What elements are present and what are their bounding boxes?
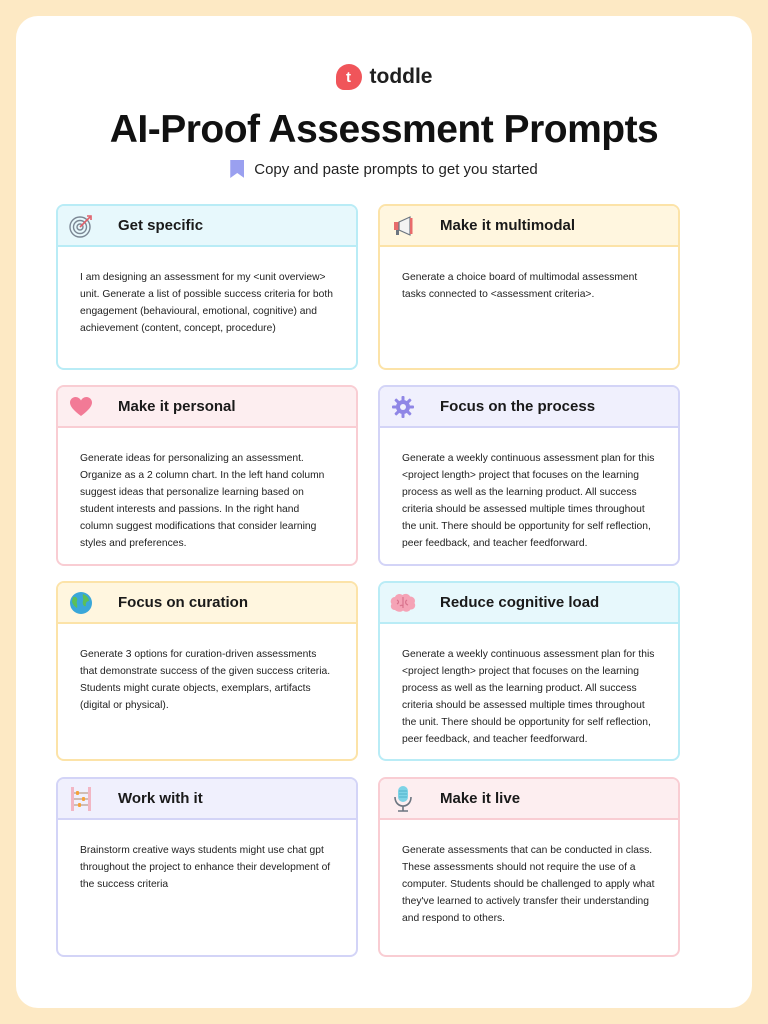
abacus-icon <box>58 779 104 818</box>
brand <box>16 64 752 90</box>
card-prompt-text: Brainstorm creative ways students might use chat gpt throughout the project to enhance their development of the success criteria <box>80 845 331 890</box>
toddle-logo-icon: t <box>336 64 362 90</box>
card-title: Get specific <box>118 217 204 234</box>
globe-icon <box>58 583 104 622</box>
card-header <box>58 387 356 428</box>
prompt-card-reduce-cognitive-load <box>378 581 680 761</box>
card-title: Make it live <box>440 790 521 807</box>
card-header <box>380 206 678 247</box>
subtitle-text: Copy and paste prompts to get you started <box>254 160 538 178</box>
card-prompt-text: Generate a choice board of multimodal assessment tasks connected to <assessment criteria>. <box>402 272 638 300</box>
prompt-card-get-specific <box>56 204 358 370</box>
page-title: AI-Proof Assessment Prompts <box>109 108 659 151</box>
card-title: Work with it <box>118 790 203 807</box>
card-title: Focus on curation <box>118 594 249 611</box>
card-prompt-text: Generate assessments that can be conducted in class. These assessments should not require the use of a computer. Students should be challenged to apply what they've learned to actively transfer their understanding and respond to others. <box>402 845 655 924</box>
heart-icon <box>58 387 104 426</box>
card-title: Make it personal <box>118 398 236 415</box>
card-prompt-text: I am designing an assessment for my <unit overview> unit. Generate a list of possible success criteria for both engagement (behavioural, emotional, cognitive) and achievement (content, concept, procedure) <box>80 272 333 334</box>
card-prompt-text: Generate a weekly continuous assessment plan for this <project length> project that focuses on the learning process as well as the learning product. All success criteria should be assessed multiple times throughout the unit. There should be opportunity for self reflection, peer feedback, and teacher feedforward. <box>402 649 655 745</box>
card-prompt-text: Generate a weekly continuous assessment plan for this <project length> project that focuses on the learning process as well as the learning product. All success criteria should be assessed multiple times throughout the unit. There should be opportunity for self reflection, peer feedback, and teacher feedforward. <box>402 453 655 549</box>
card-prompt-text: Generate 3 options for curation-driven assessments that demonstrate success of the given success criteria. Students might curate objects, exemplars, artifacts (digital or physical). <box>80 649 331 711</box>
subtitle <box>16 160 752 178</box>
card-title: Make it multimodal <box>440 217 576 234</box>
prompt-card-make-it-personal <box>56 385 358 566</box>
card-header <box>380 779 678 820</box>
gear-icon <box>380 387 426 426</box>
card-header <box>58 779 356 820</box>
prompt-card-focus-on-the-process <box>378 385 680 566</box>
prompt-card-make-it-multimodal <box>378 204 680 370</box>
card-header <box>380 387 678 428</box>
card-header <box>58 206 356 247</box>
brand-name: toddle <box>369 65 433 88</box>
megaphone-icon <box>380 206 426 245</box>
card-header <box>380 583 678 624</box>
target-icon <box>58 206 104 245</box>
card-header <box>58 583 356 624</box>
prompt-card-work-with-it <box>56 777 358 957</box>
card-title: Focus on the process <box>440 398 596 415</box>
prompt-card-make-it-live <box>378 777 680 957</box>
brain-icon <box>380 583 426 622</box>
microphone-icon <box>380 779 426 818</box>
bookmark-icon <box>230 160 244 178</box>
card-title: Reduce cognitive load <box>440 594 600 611</box>
prompt-card-focus-on-curation <box>56 581 358 761</box>
card-prompt-text: Generate ideas for personalizing an assessment. Organize as a 2 column chart. In the left hand column suggest ideas that personalize learning based on student interests and passions. In the right hand column suggest modifications that consider learning styles and preferences. <box>80 453 325 549</box>
